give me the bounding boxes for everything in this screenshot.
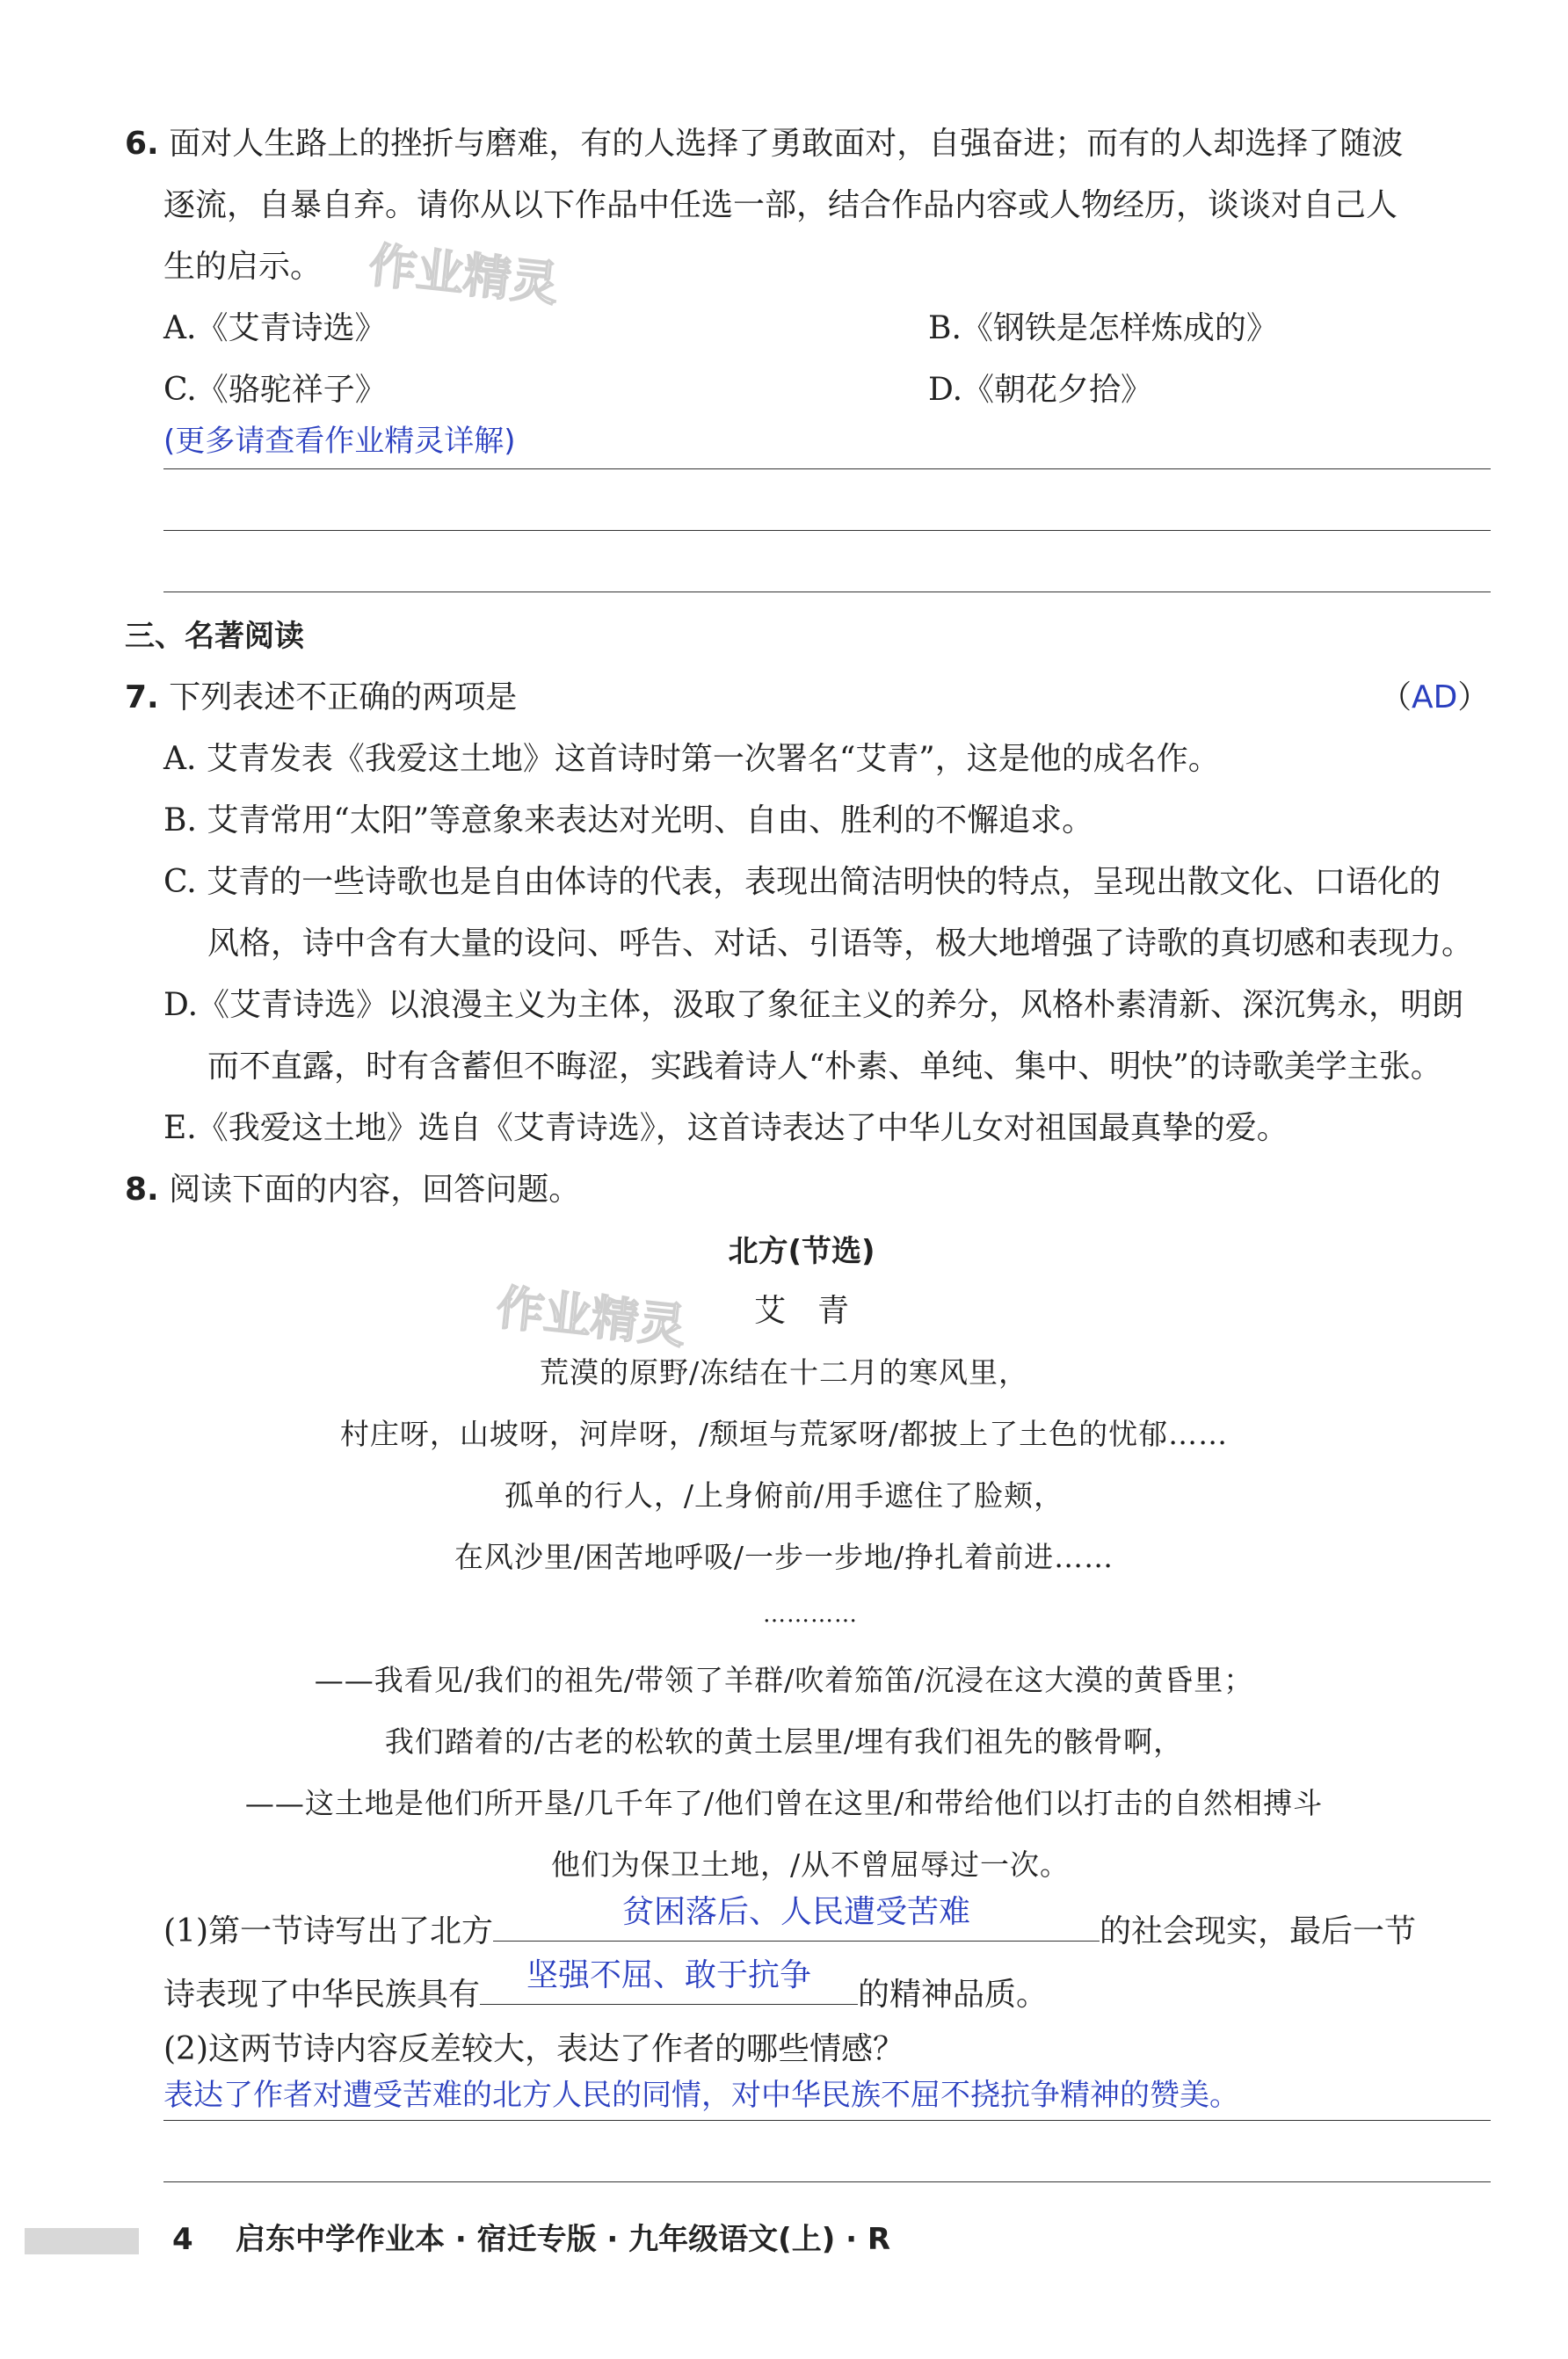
poem-line-4: 在风沙里/困苦地呼吸/一步一步地/挣扎着前进……: [454, 1540, 1114, 1574]
q8-sub2-question: (2)这两节诗内容反差较大，表达了作者的哪些情感？: [163, 2031, 904, 2067]
q6-option-b: B.《钢铁是怎样炼成的》: [928, 310, 1278, 346]
q7-option-d-line1: D.《艾青诗选》以浪漫主义为主体，汲取了象征主义的养分，风格朴素清新、深沉隽永，明朗: [163, 987, 1464, 1023]
section3-title: 三、名著阅读: [125, 619, 304, 654]
q6-answer-line-2: [163, 530, 1491, 531]
q8-sub2-answer-line-2: [163, 2181, 1491, 2182]
q7-answer: AD: [1412, 679, 1458, 715]
q6-text-line1: 面对人生路上的挫折与磨难，有的人选择了勇敢面对，自强奋进；而有的人却选择了随波: [169, 126, 1404, 162]
q7-paren-close: ）: [1457, 679, 1490, 715]
poem-title: 北方(节选): [728, 1234, 875, 1269]
poem-ellipsis: …………: [763, 1601, 858, 1628]
q7-option-a: A. 艾青发表《我爱这土地》这首诗时第一次署名“艾青”，这是他的成名作。: [163, 741, 1220, 777]
poem-line-2: 村庄呀，山坡呀，河岸呀，/颓垣与荒冢呀/都披上了土色的忧郁……: [339, 1417, 1229, 1451]
q7-option-c-line1: C. 艾青的一些诗歌也是自由体诗的代表，表现出简洁明快的特点，呈现出散文化、口语化的: [163, 864, 1441, 900]
q8-sub1-blank2: [480, 1957, 858, 2005]
q6-line1: [125, 125, 1403, 163]
q7-option-e: E.《我爱这土地》选自《艾青诗选》，这首诗表达了中华儿女对祖国最真挚的爱。: [163, 1110, 1289, 1146]
q8-sub1-line2-prefix: 诗表现了中华民族具有: [163, 1977, 481, 2013]
q7-stem-text: 下列表述不正确的两项是: [169, 679, 518, 715]
q8-sub1-suffix: 的精神品质。: [858, 1977, 1049, 2013]
q8-sub1-blank1: [493, 1894, 1100, 1942]
q6-text-line2: 逐流，自暴自弃。请你从以下作品中任选一部，结合作品内容或人物经历，谈谈对自己人: [163, 187, 1398, 223]
poem-author: 艾 青: [753, 1293, 849, 1329]
q8-sub1-line1: [163, 1894, 1417, 1951]
q8-sub1-answer2: 坚强不屈、敢于抗争: [526, 1957, 812, 1993]
q8-stem-text: 阅读下面的内容，回答问题。: [169, 1172, 581, 1208]
q8-number: 8.: [125, 1172, 159, 1208]
q7-option-d-line2: 而不直露，时有含蓄但不晦涩，实践着诗人“朴素、单纯、集中、明快”的诗歌美学主张。: [207, 1049, 1442, 1085]
q6-option-d: D.《朝花夕拾》: [928, 372, 1153, 408]
q7-answer-bracket: [1380, 679, 1489, 717]
q7-paren-open: （: [1380, 679, 1412, 715]
q6-answer-note: (更多请查看作业精灵详解): [163, 424, 516, 459]
poem-line-3: 孤单的行人，/上身俯前/用手遮住了脸颊，: [504, 1478, 1064, 1513]
q6-option-a: A.《艾青诗选》: [163, 310, 387, 346]
q8-sub1-line2: [163, 1957, 1049, 2014]
poem-line-6: 我们踏着的/古老的松软的黄土层里/埋有我们祖先的骸骨啊，: [384, 1724, 1184, 1759]
poem-line-7: ——这土地是他们所开垦/几千年了/他们曾在这里/和带给他们以打击的自然相搏斗: [244, 1786, 1324, 1820]
poem-line-5: ——我看见/我们的祖先/带领了羊群/吹着笳笛/沉浸在这大漠的黄昏里；: [314, 1663, 1254, 1697]
q6-text-line3: 生的启示。: [163, 249, 323, 285]
q7-stem: [125, 679, 517, 717]
poem-line-1: 荒漠的原野/冻结在十二月的寒风里，: [539, 1355, 1029, 1390]
footer-page-number: 4: [172, 2222, 193, 2257]
footer-decor-bar: [25, 2228, 139, 2254]
q8-sub1-answer1: 贫困落后、人民遭受苦难: [621, 1894, 970, 1930]
watermark-logo-2: 作业精灵: [493, 1279, 689, 1355]
q7-option-c-line2: 风格，诗中含有大量的设问、呼告、对话、引语等，极大地增强了诗歌的真切感和表现力。: [207, 925, 1474, 962]
q7-option-b: B. 艾青常用“太阳”等意象来表达对光明、自由、胜利的不懈追求。: [163, 802, 1094, 838]
q8-sub1-prefix: (1)第一节诗写出了北方: [163, 1913, 493, 1949]
q8-sub2-answer-line-1: [163, 2120, 1491, 2121]
q6-option-c: C.《骆驼祥子》: [163, 372, 387, 408]
q8-sub2-answer: 表达了作者对遭受苦难的北方人民的同情，对中华民族不屈不挠抗争精神的赞美。: [163, 2078, 1239, 2113]
q6-answer-line-1: [163, 468, 1491, 469]
poem-line-8: 他们为保卫土地，/从不曾屈辱过一次。: [550, 1847, 1071, 1882]
q8-sub1-mid: 的社会现实，最后一节: [1100, 1913, 1417, 1949]
q7-number: 7.: [125, 679, 159, 715]
watermark-logo: 作业精灵: [366, 236, 562, 313]
q8-stem: [125, 1171, 580, 1209]
q6-number: 6.: [125, 126, 159, 162]
footer-book-title: 启东中学作业本 · 宿迁专版 · 九年级语文(上) · R: [236, 2222, 891, 2257]
